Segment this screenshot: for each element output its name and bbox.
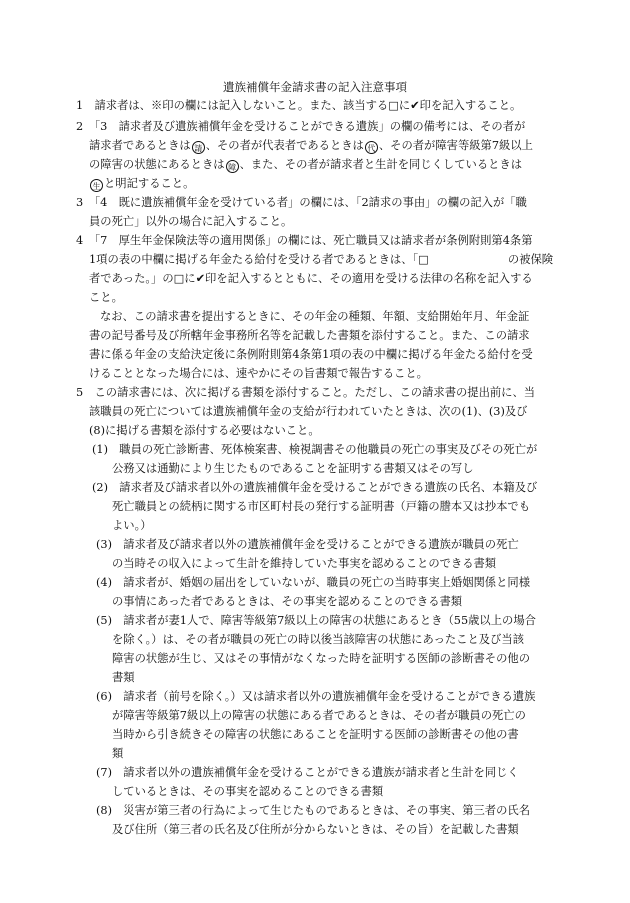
item-5-line-3: (8)に掲げる書類を添付する必要はないこと。 (89, 424, 320, 437)
item-2-line-3 (89, 158, 522, 173)
circled-representative-mark: 代 (365, 141, 378, 154)
subitem-6-line-4: 類 (112, 747, 124, 760)
item-4-line-1: 4 「7 厚生年金保険法等の適用関係」の欄には、死亡職員又は請求者が条例附則第4条第 (76, 234, 533, 247)
item-2-text-d: の障害の状態にあるときは (89, 158, 225, 171)
circled-claimant-mark: 請 (192, 141, 205, 154)
subitem-7-line-1: (7) 請求者以外の遺族補償年金を受けることができる遺族が請求者と生計を同じく (96, 766, 519, 779)
subitem-8-line-1: (8) 災害が第三者の行為によって生じたものであるときは、その事実、第三者の氏名 (96, 804, 530, 817)
item-5-line-1: 5 この請求書には、次に掲げる書類を添付すること。ただし、この請求書の提出前に、当 (76, 386, 536, 399)
subitem-3-line-1: (3) 請求者及び請求者以外の遺族補償年金を受けることができる遺族が職員の死亡 (96, 538, 519, 551)
document-title: 遺族補償年金請求書の記入注意事項 (223, 80, 407, 94)
subitem-6-line-1: (6) 請求者（前号を除く。）又は請求者以外の遺族補償年金を受けることができる遺族 (96, 690, 536, 703)
subitem-2-line-1: (2) 請求者及び請求者以外の遺族補償年金を受けることができる遺族の氏名、本籍及び (92, 481, 538, 494)
item-2-text-a: 請求者であるときは (89, 139, 191, 152)
item-1-line-1: 1 請求者は、※印の欄には記入しないこと。また、該当する□に✔印を記入すること。 (76, 99, 522, 112)
subitem-8-line-2: 及び住所（第三者の氏名及び住所が分からないときは、その旨）を記載した書類 (112, 823, 519, 836)
item-4-note-line-1: なお、この請求書を提出するときに、その年金の種類、年額、支給開始年月、年金証 (100, 310, 530, 323)
subitem-7-line-2: しているときは、その事実を認めることのできる書類 (112, 785, 384, 798)
subitem-5-line-4: 書類 (112, 671, 135, 684)
subitem-4-line-2: の事情にあった者であるときは、その事実を認めることのできる書類 (112, 595, 463, 608)
circled-livelihood-mark: 生 (90, 179, 103, 192)
item-2-text-b: 、その者が代表者であるときは (205, 139, 364, 152)
item-2-line-2 (89, 139, 533, 154)
item-2-line-4 (89, 177, 194, 192)
item-2-line-1: 2 「3 請求者及び遺族補償年金を受けることができる遺族」の欄の備考には、その者が (76, 120, 526, 133)
subitem-3-line-2: の当時その収入によって生計を維持していた事実を認めることのできる書類 (112, 557, 497, 570)
subitem-2-line-3: よい。） (112, 519, 152, 532)
circled-disability-mark: 障 (226, 160, 239, 173)
item-4-line-4: こと。 (89, 291, 123, 304)
subitem-4-line-1: (4) 請求者が、婚姻の届出をしていないが、職員の死亡の当時事実上婚姻関係と同様 (96, 576, 530, 589)
item-3-line-1: 3 「4 既に遺族補償年金を受けている者」の欄には、「2請求の事由」の欄の記入が「職 (76, 196, 527, 209)
item-5-line-2: 該職員の死亡については遺族補償年金の支給が行われていたときは、次の(1)、(3)及び (89, 405, 528, 418)
item-4-note-line-3: 書に係る年金の支給決定後に条例附則第4条第1項の表の中欄に掲げる年金たる給付を受 (89, 348, 533, 361)
item-4-line-2: 1項の表の中欄に掲げる年金たる給付を受ける者であるときは、「□ の被保険 (89, 253, 554, 266)
subitem-1-line-2: 公務又は通勤により生じたものであることを証明する書類又はその写し (112, 462, 474, 475)
item-3-line-2: 員の死亡」以外の場合に記入すること。 (89, 215, 293, 228)
item-2-text-f: と明記すること。 (104, 177, 195, 190)
subitem-2-line-2: 死亡職員との続柄に関する市区町村長の発行する証明書（戸籍の謄本又は抄本でも (112, 500, 530, 513)
item-4-line-3: 者であった。」の□に✔印を記入するとともに、その適用を受ける法律の名称を記入する (89, 272, 533, 285)
item-2-text-e: 、また、その者が請求者と生計を同じくしているときは (239, 158, 523, 171)
item-2-text-c: 、その者が障害等級第7級以上 (378, 139, 533, 152)
subitem-5-line-1: (5) 請求者が妻1人で、障害等級第7級以上の障害の状態にあるとき（55歳以上の場合 (96, 614, 536, 627)
subitem-1-line-1: (1) 職員の死亡診断書、死体検案書、検視調書その他職員の死亡の事実及びその死亡が (92, 443, 538, 456)
item-4-note-line-4: けることとなった場合には、速やかにその旨書類で報告すること。 (89, 367, 428, 380)
subitem-6-line-3: 当時から引き続きその障害の状態にあることを証明する医師の診断書その他の書 (112, 728, 519, 741)
subitem-5-line-3: 障害の状態が生じ、又はその事情がなくなった時を証明する医師の診断書その他の (112, 652, 530, 665)
subitem-5-line-2: を除く。）は、その者が職員の死亡の時以後当該障害の状態にあったこと及び当該 (112, 633, 524, 646)
item-4-note-line-2: 書の記号番号及び所轄年金事務所名等を記載した書類を添付すること。また、この請求 (89, 329, 530, 342)
subitem-6-line-2: が障害等級第7級以上の障害の状態にある者であるときは、その者が職員の死亡の (112, 709, 526, 722)
